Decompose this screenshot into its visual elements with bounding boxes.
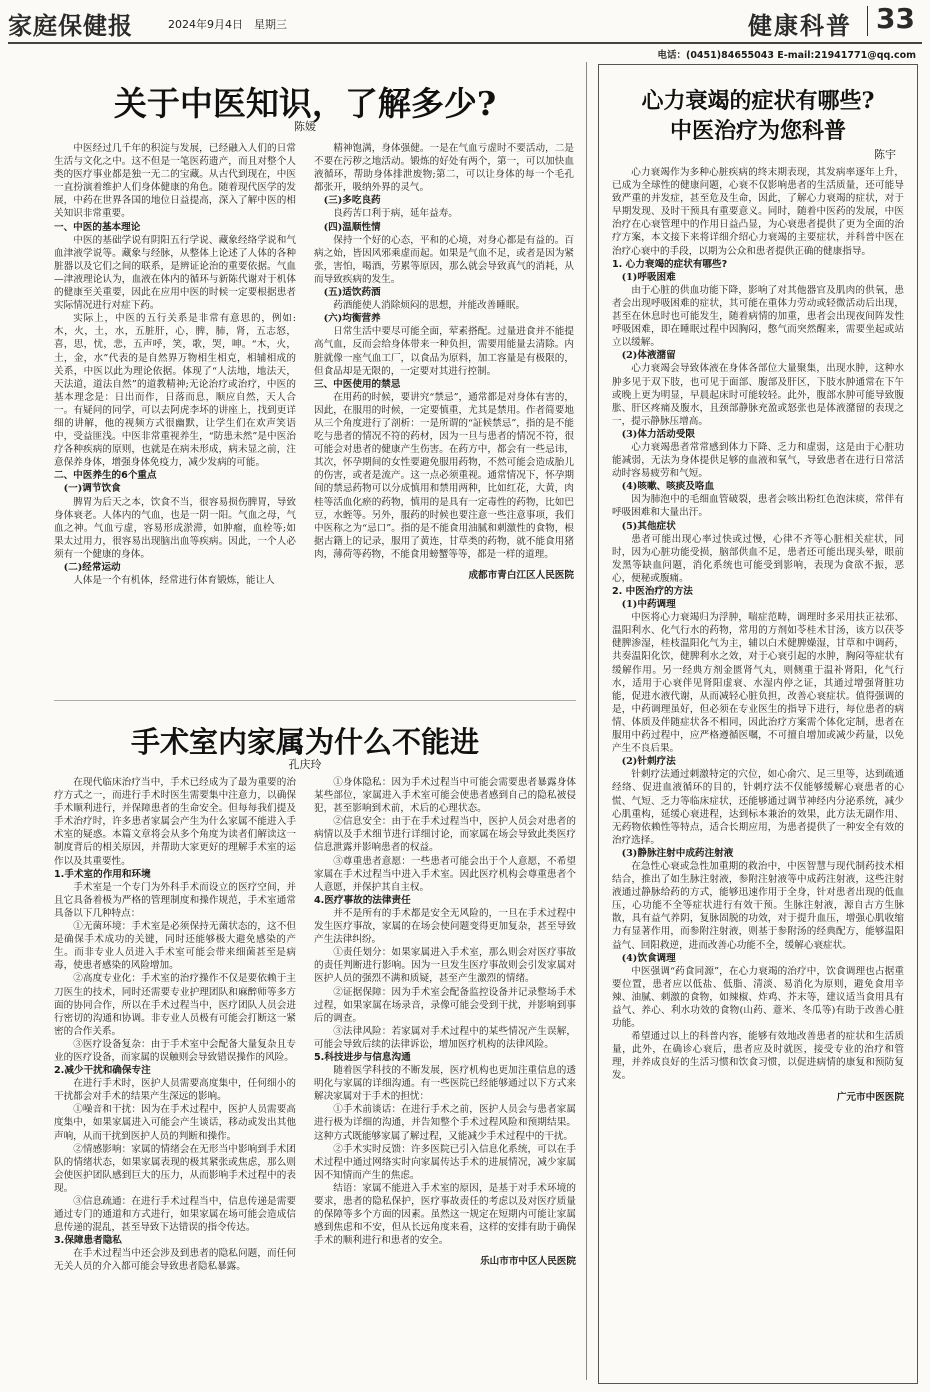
paragraph: 精神饱满，身体强健。一是在气血亏虚时不要活动，二是不要在污秽之地活动。锻炼的好处有两个，第一，可以加快血液循环，帮助身体排泄废物;第二，可以让身体的每一个毛孔都张开，吸纳外界的灵气。 xyxy=(314,143,574,194)
article-separator xyxy=(54,700,576,701)
subheading: (1)中药调理 xyxy=(621,599,676,611)
article2-author: 孔庆玲 xyxy=(288,758,322,771)
paragraph: 良药苦口利于病，延年益寿。 xyxy=(333,208,458,220)
paragraph: ①身体隐私：因为手术过程当中可能会需要患者暴露身体某些部位，家属进入手术室可能会使患者感到自己的隐私被侵犯，甚至影响到术前，术后的心理状态。 xyxy=(314,777,576,815)
paragraph: ③信息疏通：在进行手术过程当中，信息传递是需要通过专门的通道和方式进行，如果家属在场可能会造成信息传递的混乱，甚至导致下达错误的指令传达。 xyxy=(54,1196,296,1234)
section-heading: 1. 心力衰竭的症状有哪些? xyxy=(612,258,728,270)
article1-author: 陈媛 xyxy=(294,120,316,133)
issue-weekday: 星期三 xyxy=(254,18,287,31)
contact-info: 电话：(0451)84655043 E-mail:21941771@qq.com xyxy=(657,50,916,61)
paragraph: ③尊重患者意愿：一些患者可能会出于个人意愿，不希望家属在手术过程当中进入手术室。因此医疗机构会尊重患者个人意愿，并保护其自主权。 xyxy=(314,855,576,893)
paragraph: 在用药的时候，要讲究“禁忌”，通常都是对身体有害的，因此，在服用的时候，一定要慎重，尤其是禁用。作者简要地从三个角度进行了剖析：一是所谓的“証候禁忌”，指的是不能吃与患者的情况不符的药材，因为一旦与患者的情况不符，很可能会对患者的健康产生伤害。在药方中，都会有一些忌讳，其次，怀孕期间的女性要避免服用药物，不然可能会造成胎儿的伤害，或者是流产。这一点必须重视。通常情况下，怀孕期间的禁忌药物可以分成慎用和禁用两种，比如红花，大黄，肉桂等活血化瘀的药物，慎用的是具有一定毒性的药物，比如巴豆，水蛭等。另外，服药的时候也要注意一些注意事项，我们中医称之为“忌口”。指的是不能食用油腻和刺激性的食物，根据古籍上的记录，服用了黄连，甘草类的药物，就不能食用猪肉，薄荷等药物，不能食用螃蟹等等，都是一样的道理。 xyxy=(314,391,574,560)
section-heading: 3.保障患者隐私 xyxy=(54,1235,122,1247)
paragraph: ②手术实时反馈：许多医院已引入信息化系统，可以在手术过程中通过网络实时向家属传达手术的进展情况，减少家属因不知情而产生的焦虑。 xyxy=(314,1143,576,1181)
article3-title-line2: 中医治疗为您科普 xyxy=(669,118,846,144)
section-name: 健康科普 xyxy=(748,11,852,40)
paragraph: 并不是所有的手术都是安全无风险的，一旦在手术过程中发生医疗事故，家属的在场会使问题变得更加复杂，甚至导致产生法律纠纷。 xyxy=(314,907,576,946)
paper-name: 家庭保健报 xyxy=(8,11,133,40)
paragraph: ①噪音和干扰：因为在手术过程中，医护人员需要高度集中，如果家属进入可能会产生谈话，移动或发出其他声响，从而干扰到医护人员的判断和操作。 xyxy=(54,1104,296,1142)
article1-column-2 xyxy=(314,142,574,686)
paragraph: 手术室是一个专门为外科手术而设立的医疗空间，并且它具备着极为严格的管理制度和操作规范，手术室通常具备以下几种特点： xyxy=(54,881,296,919)
paragraph: 中医的基础学说有阴阳五行学说、藏象经络学说和气血津液学说等。藏象与经脉，从整体上论述了人体的各种脏器以及它们之间的联系，是辨证论治的重要依据。气血—津液理论认为，血液在体内的循环与新陈代谢对于机体的健康至关重要，因此在应用中医的时候一定要根据患者实际情况进行对症下药。 xyxy=(54,234,296,312)
paragraph: 中医将心力衰竭归为浮肿，喘症范畴，调理时多采用扶正祛邪、温阳利水、化气行水的药物，常用的方剂如苓桂术甘汤，该方以茯苓健脾渗湿，桂枝温阳化气为主，辅以白术健脾燥湿，甘草和中调药，共奏温阳化饮，健脾利水之效，对于心衰引起的水肿，胸闷等症状有缓解作用。另一经典方剂金匮肾气丸，则侧重于温补肾阳，化气行水，适用于心衰伴见肾阳虚衰、水湿内停之证，其通过增强肾脏功能，促进水液代谢，从而减轻心脏负担，改善心衰症状。值得强调的是，中药调理虽好，但必须在专业医生的指导下进行，每位患者的病情、体质及伴随症状各不相同，因此治疗方案需个体化定制，患者在服用中药过程中，应严格遵循医嘱，不可擅自增加或减少药量，以免产生不良后果。 xyxy=(612,612,904,755)
paragraph: 中医强调“药食同源”，在心力衰竭的治疗中，饮食调理也占据重要位置，患者应以低盐、低脂、清淡、易消化为原则，避免食用辛辣、油腻、刺激的食物，如辣椒、炸鸡、芥末等，建议适当食用具有益气、养心、利水功效的食物(山药、薏米、冬瓜等)有助于改善心脏功能。 xyxy=(612,965,904,1030)
paragraph: 因为肺泡中的毛细血管破裂，患者会咳出粉红色泡沫痰，常伴有呼吸困难和大量出汗。 xyxy=(612,494,904,519)
source-line: 广元市中医医院 xyxy=(836,1091,904,1103)
header-rule xyxy=(8,42,922,44)
paragraph: 中医经过几千年的积淀与发展，已经融入人们的日常生活与文化之中。这不但是一笔医药遗产，而且对整个人类的医疗事业都是独一无二的宝藏。从古代到现在，中医一直扮演着维护人们身体健康的角色。随着现代医学的发展，中药在世界各国的地位日益提高，深入了解中医的相关知识非常重要。 xyxy=(54,143,296,220)
masthead xyxy=(0,0,930,44)
paragraph: ①责任划分：如果家属进入手术室，那么则会对医疗事故的责任判断进行影响。因为一旦发生医疗事故则会引发家属对医护人员的强烈不满和质疑，甚至产生激烈的情绪。 xyxy=(314,947,576,985)
subheading: (3)体力活动受限 xyxy=(621,428,695,440)
subheading: (3)静脉注射中成药注射液 xyxy=(621,847,734,859)
article2-column-1 xyxy=(54,776,296,1374)
paragraph: 药酒能使人消除烦闷的思想，并能改善睡眠。 xyxy=(333,300,526,312)
paragraph: 脾胃为后天之本，饮食不当，很容易损伤脾胃，导致身体衰老。人体内的气血，也是一阴一阳。气血之母，气血之神。气血亏虚，容易形成淤滞，如肿瘤，血栓等;如果太过用力，很容易出现脑出血等疾病。因此，一个人必须有一个健康的身体。 xyxy=(54,496,296,560)
paragraph: 在进行手术时，医护人员需要高度集中，任何细小的干扰都会对手术的结果产生深远的影响。 xyxy=(54,1078,296,1103)
paragraph: 保持一个好的心态，平和的心境，对身心都是有益的。百病之始，皆因风邪乘虚而起。如果是气血不足，或者是因为紧张，害怕，喝酒，劳累等原因，那么就会导致真气的消耗，从而导致疾病的发生。 xyxy=(314,234,574,285)
subheading: (二)经常运动 xyxy=(63,562,121,573)
paragraph: 在急性心衰或急性加重期的救治中，中医智慧与现代制药技术相结合，推出了如生脉注射液，参附注射液等中成药注射液，这些注射液通过静脉给药的方式，能够迅速作用于全身，针对患者出现的低血压，心功能不全等症状进行有效干预。生脉注射液，源自古方生脉散，具有益气养阴，复脉固脱的功效，对于提升血压，增强心肌收缩力有显著作用，而参附注射液，则基于参附汤的经典配方，能够温阳益气、回阳救逆，进而改善心功能不全，缓解心衰症状。 xyxy=(612,860,904,951)
article1-title: 关于中医知识，了解多少? xyxy=(113,84,497,123)
paragraph: 心力衰竭作为多种心脏疾病的终末期表现，其发病率逐年上升，已成为全球性的健康问题，心衰不仅影响患者的生活质量，还可能导致严重的并发症，甚至危及生命，因此，了解心力衰竭的症状，对于早期发现、及时干预具有重要意义。同时，随着中医药的发展，中医治疗在心衰管理中的作用日益凸显，为心衰患者提供了更为全面的治疗方案，本文接下来将详细介绍心力衰竭的主要症状，并科普中医在治疗心衰中的手段，以期为公众和患者提供正确的健康指导。 xyxy=(612,167,904,257)
header-divider xyxy=(867,6,868,36)
subheading: (四)温顺性情 xyxy=(323,221,381,233)
paragraph: 由于心脏的供血功能下降，影响了对其他器官及肌肉的供氧，患者会出现呼吸困难的症状，其可能在重体力劳动或轻微活动后出现，甚至在休息时也可能发生，随着病情的加重，患者会出现夜间阵发性呼吸困难，即在睡眠过程中因胸闷，憋气而突然醒来，需要坐起或站立以缓解。 xyxy=(612,284,904,349)
subheading: (5)其他症状 xyxy=(621,520,676,532)
paragraph: 心力衰竭患者常常感到体力下降、乏力和虚弱，这是由于心脏功能减弱，无法为身体提供足够的血液和氧气，导致患者在进行日常活动时容易疲劳和气短。 xyxy=(612,441,904,480)
paragraph: 日常生活中要尽可能全面，荤素搭配。过量进食并不能提高气血，反而会给身体带来一种负担，需要用能量去清除。内脏就像一座气血工厂，以食品为原料，加工容量是有极限的，但食品却是无限的，一定要对其进行控制。 xyxy=(314,326,574,377)
source-line: 成都市青白江区人民医院 xyxy=(468,570,574,581)
section-heading: 5.科技进步与信息沟通 xyxy=(314,1051,411,1063)
issue-date: 2024年9月4日 xyxy=(168,18,243,31)
paragraph: 实际上，中医的五行关系是非常有意思的，例如:木，火，土，水，五脏肝，心，脾，肺，肾，五志怒，喜，思，忧，悲，五声呼，笑，歌，哭，呻。“木，火，土，金，水”代表的是自然界万物相生相克，相辅相成的关系，中医以此为理论依据。体现了“人法地，地法天，天法道，道法自然”的道教精神;无论治疗或治疗，中医的基本理念是：日出而作，日落而息，顺应自然，天人合一。有疑问的同学，可以去阿虎李坏的讲座上，找到更详细的讲解，他的视频方式很幽默，让学生们在欢声笑语中，受益匪浅。中医非常重视养生，“防患未然”是中医治疗各种疾病的原则，也就是在病未形成，病未显之前，注意保养身体，增强身体免疫力，减少发病的可能。 xyxy=(54,313,296,469)
article3-title-line1: 心力衰竭的症状有哪些? xyxy=(641,88,875,114)
subheading: (六)均衡营养 xyxy=(323,313,381,325)
section-heading: 三、中医使用的禁忌 xyxy=(314,378,401,390)
paragraph: ③法律风险：若家属对手术过程中的某些情况产生误解，可能会导致后续的法律诉讼，增加医疗机构的法律风险。 xyxy=(314,1025,576,1050)
section-heading: 一、中医的基本理论 xyxy=(54,221,141,233)
paragraph: 人体是一个有机体，经常进行体育锻炼，能让人 xyxy=(73,575,275,587)
section-heading: 4.医疗事故的法律责任 xyxy=(314,894,411,906)
page-number: 33 xyxy=(876,2,915,35)
subheading: (三)多吃良药 xyxy=(323,195,381,207)
paragraph: ②高度专业化：手术室的治疗操作不仅是要依赖于主刀医生的技术，同时还需要专业护理团队和麻醉师等多方面的协同合作，所以在手术过程当中，医疗团队人员会进行密切的沟通和协调。非专业人员极有可能会打断这一紧密的合作关系。 xyxy=(54,973,296,1037)
paragraph: ①手术前谈话：在进行手术之前，医护人员会与患者家属进行极为详细的沟通，并告知整个手术过程风险和预期结果。这种方式既能够家属了解过程，又能减少手术过程中的干扰。 xyxy=(314,1104,576,1142)
paragraph: 希望通过以上的科普内容，能够有效地改善患者的症状和生活质量，此外，在确诊心衰后，患者应及时就医，接受专业的治疗和管理，并养成良好的生活习惯和饮食习惯，以促进病情的康复和预防复发。 xyxy=(612,1031,904,1082)
article1-column-1 xyxy=(54,142,296,682)
article2-title: 手术室内家属为什么不能进 xyxy=(130,725,479,759)
subheading: (一)调节饮食 xyxy=(63,483,121,495)
paragraph: 针刺疗法通过刺激特定的穴位，如心俞穴、足三里等，达到疏通经络、促进血液循环的目的，针刺疗法不仅能够缓解心衰患者的心慌、气短、乏力等临床症状，还能够通过调节神经内分泌系统，减少心肌重构，延缓心衰进程，达到标本兼治的效果，此方法无副作用、无药物依赖性等特点，适合长期应用，为患者提供了一种安全有效的治疗选择。 xyxy=(612,769,904,846)
paragraph: ②信息安全：由于在手术过程当中，医护人员会对患者的病情以及手术细节进行详细讨论，而家属在场会导致此类医疗信息泄露并影响患者的权益。 xyxy=(314,816,576,854)
article3-author: 陈宇 xyxy=(874,148,896,161)
section-heading: 2.减少干扰和确保专注 xyxy=(54,1065,151,1077)
article2-column-2 xyxy=(314,776,576,1378)
source-line: 乐山市市中区人民医院 xyxy=(480,1256,576,1268)
paragraph: 在现代临床治疗当中，手术已经成为了最为重要的治疗方式之一，而进行手术时医生需要集中注意力，以确保手术顺利进行，并保障患者的生命安全。但每每我们提及手术治疗时，许多患者家属会产生为什么家属不能进入手术室的疑惑。本篇文章将会从多个角度为读者们解读这一制度背后的相关原因，并帮助大家更好的理解手术室的运作以及其重要性。 xyxy=(54,777,296,867)
subheading: (2)体液潴留 xyxy=(621,350,676,362)
subheading: (4)咳嗽、咳痰及咯血 xyxy=(621,481,715,493)
section-heading: 二、中医养生的6个重点 xyxy=(54,470,157,482)
subheading: (五)适饮药酒 xyxy=(323,287,381,299)
section-heading: 1.手术室的作用和环境 xyxy=(54,868,151,880)
subheading: (4)饮食调理 xyxy=(621,952,676,964)
paragraph: 患者可能出现心率过快或过慢，心律不齐等心脏相关症状，同时，因为心脏功能受损，脑部供血不足，患者还可能出现头晕，眼前发黑等缺血问题，消化系统也可能受到影响，表现为食欲不振，恶心，便秘或腹痛。 xyxy=(612,533,904,584)
paragraph: 随着医学科技的不断发展，医疗机构也更加注重信息的透明化与家属的详细沟通。有一些医院已经能够通过以下方式来解决家属对于手术的担忧： xyxy=(314,1065,576,1103)
paragraph: 心力衰竭会导致体液在身体各部位大量聚集，出现水肿，这种水肿多见于双下肢，也可见于面部、腹部及肝区，下肢水肿通常在下午或晚上更为明显，早晨起床时可能较轻。此外，腹部水肿可能导致腹胀、肝区疼痛及腹水，且颈部静脉充盈或怒张也是体液潴留的表现之一，提示静脉压增高。 xyxy=(612,363,904,427)
paragraph: ②情感影响：家属的情绪会在无形当中影响到手术团队的情绪状态，如果家属表现的极其紧张或焦虑，那么则会使医护团队感到巨大的压力，从而影响手术过程中的表现。 xyxy=(54,1143,296,1194)
paragraph: 在手术过程当中还会涉及到患者的隐私问题，而任何无关人员的介入都可能会导致患者隐私暴露。 xyxy=(54,1248,296,1273)
paragraph: 结语：家属不能进入手术室的原因，是基于对手术环境的要求，患者的隐私保护，医疗事故责任的考虑以及对医疗质量的保障等多个方面的因素。虽然这一规定在短期内可能让家属感到焦虑和不安，但从长远角度来看，这样的安排有助于确保手术的顺利进行和患者的安全。 xyxy=(314,1182,576,1247)
paragraph: ①无菌环境：手术室是必须保持无菌状态的，这不但是确保手术成功的关键，同时还能够极大避免感染的产生。而非专业人员进入手术室可能会带来细菌甚至是病毒，使患者感染的风险增加。 xyxy=(54,921,296,972)
section-heading: 2. 中医治疗的方法 xyxy=(612,586,693,597)
subheading: (1)呼吸困难 xyxy=(621,271,676,283)
paragraph: ②证据保障：因为手术室会配备监控设备并记录整场手术过程，如果家属在场录音，录像可能会受到干扰，并影响到事后的调查。 xyxy=(314,986,576,1024)
paragraph: ③医疗设备复杂：由于手术室中会配备大量复杂且专业的医疗设备，而家属的误触则会导致错误操作的风险。 xyxy=(54,1038,296,1063)
subheading: (2)针刺疗法 xyxy=(621,756,676,768)
article3-body xyxy=(612,166,904,1378)
